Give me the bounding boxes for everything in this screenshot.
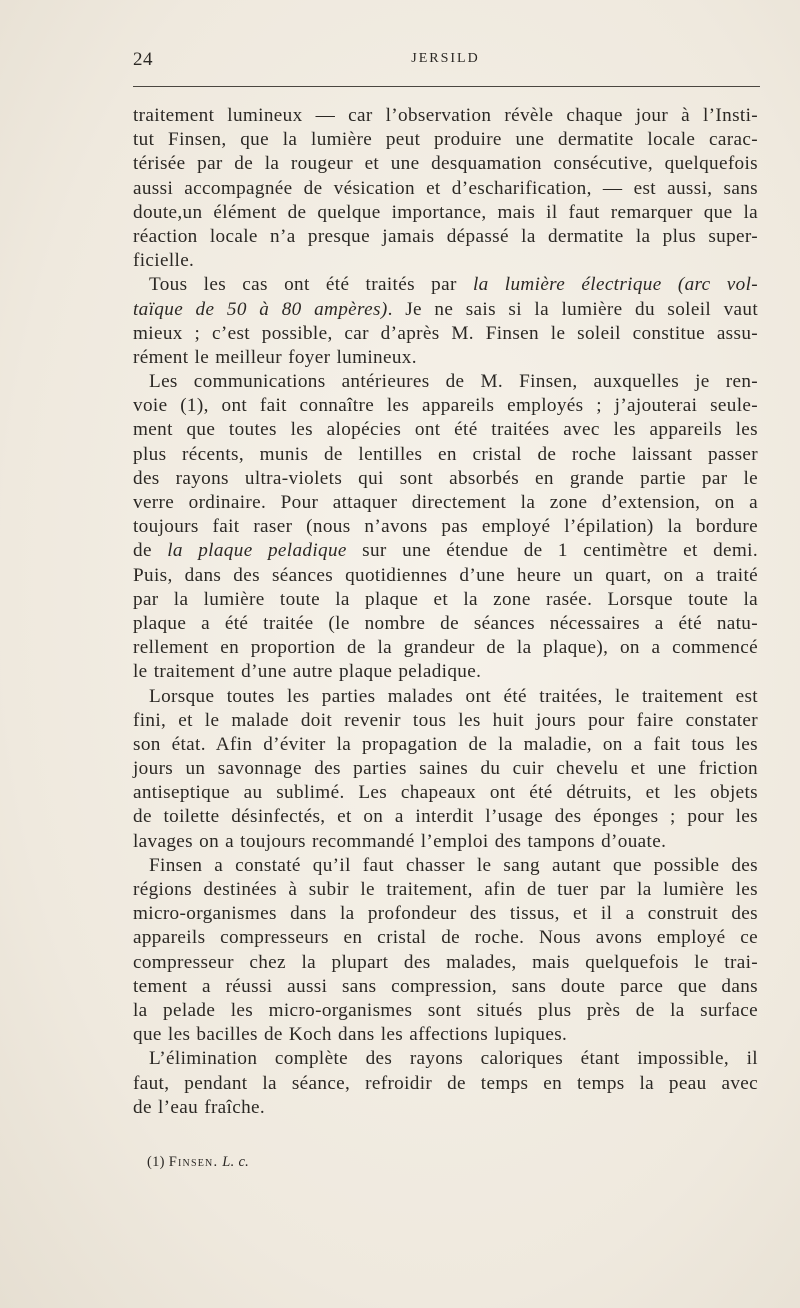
text-line: son état. Afin d’éviter la propagation de la maladie, on a fait tous les — [133, 733, 758, 755]
text-line: par la lumière toute la plaque et la zone rasée. Lorsque toute la — [133, 588, 758, 610]
text-segment: Tous les cas ont été traités par — [149, 274, 473, 296]
text-line: Finsen a constaté qu’il faut chasser le sang autant que possible des — [149, 854, 758, 876]
text-line: faut, pendant la séance, refroidir de temps en temps la peau avec — [133, 1072, 758, 1094]
text-line: lavages on a toujours recommandé l’emploi des tampons d’ouate. — [133, 830, 667, 852]
text-line: toujours fait raser (nous n’avons pas employé l’épilation) la bordure — [133, 516, 758, 538]
text-line: micro-organismes dans la profondeur des tissus, et il a construit des — [133, 903, 758, 925]
text-line: térisée par de la rougeur et une desquamation consécutive, quelquefois — [133, 153, 758, 175]
text-line: le traitement d’une autre plaque peladique. — [133, 661, 482, 683]
italic-text: taïque de 50 à 80 ampères) — [133, 298, 388, 320]
text-line — [133, 298, 758, 322]
text-line: de l’eau fraîche. — [133, 1096, 266, 1118]
text-line: plus récents, munis de lentilles en cristal de roche laissant passer — [133, 443, 758, 465]
text-line: fini, et le malade doit revenir tous les huit jours pour faire constater — [133, 709, 758, 731]
text-line: Les communications antérieures de M. Finsen, auxquelles je ren- — [149, 371, 758, 393]
text-line: jours un savonnage des parties saines du cuir chevelu et une friction — [133, 758, 758, 780]
text-line: doute,un élément de quelque importance, mais il faut remarquer que la — [133, 201, 758, 223]
footnote-author: Finsen. — [168, 1154, 219, 1170]
text-line: verre ordinaire. Pour attaquer directement la zone d’extension, on a — [133, 492, 758, 513]
text-line: tement a réussi aussi sans compression, sans doute parce que dans — [133, 975, 758, 997]
text-line: rément le meilleur foyer lumineux. — [133, 346, 417, 368]
text-line: tut Finsen, que la lumière peut produire une dermatite locale carac- — [133, 129, 758, 151]
text-line: plaque a été traitée (le nombre de séances nécessaires a été natu- — [133, 612, 758, 634]
footnote-number: (1) — [147, 1154, 165, 1170]
body-text — [133, 104, 758, 1120]
text-line: ment que toutes les alopécies ont été traitées avec les appareils les — [133, 419, 758, 441]
text-line: antiseptique au sublimé. Les chapeaux ont été détruits, et les objets — [133, 782, 758, 804]
text-line: la pelade les micro-organismes sont situés plus près de la surface — [133, 999, 758, 1021]
text-line: mieux ; c’est possible, car d’après M. Finsen le soleil constitue assu- — [133, 322, 758, 344]
text-line: régions destinées à subir le traitement, afin de tuer par la lumière les — [133, 879, 758, 900]
page-number: 24 — [133, 49, 153, 70]
text-line: aussi accompagnée de vésication et d’escharification, — est aussi, sans — [133, 177, 758, 199]
text-line: réaction locale n’a presque jamais dépassé la dermatite la plus super- — [133, 225, 758, 247]
text-line: des rayons ultra-violets qui sont absorbés en grande partie par le — [133, 467, 758, 489]
footnote-reference: L. c. — [222, 1154, 250, 1170]
text-segment: . Je ne sais si la lumière du soleil vaut — [387, 298, 759, 320]
footnote — [147, 1154, 249, 1171]
text-line: compresseur chez la plupart des malades, mais quelquefois le trai- — [133, 951, 758, 973]
text-line: appareils compresseurs en cristal de roche. Nous avons employé ce — [133, 927, 758, 949]
italic-text: la plaque peladique — [167, 540, 347, 562]
text-segment: sur une étendue de 1 centimètre et demi. — [346, 540, 758, 562]
text-line: de toilette désinfectés, et on a interdit l’usage des éponges ; pour les — [133, 806, 758, 828]
text-segment: de — [133, 540, 168, 562]
text-line: rellement en proportion de la grandeur de la plaque), on a commencé — [133, 637, 758, 659]
header-rule — [133, 86, 760, 87]
page-header — [133, 49, 758, 73]
text-line: Puis, dans des séances quotidiennes d’une heure un quart, on a traité — [133, 564, 758, 586]
text-line: voie (1), ont fait connaître les appareils employés ; j’ajouterai seule- — [133, 395, 758, 417]
text-line: traitement lumineux — car l’observation révèle chaque jour à l’Insti- — [133, 105, 758, 126]
running-title: JERSILD — [411, 51, 480, 66]
text-line: ficielle. — [133, 250, 195, 272]
text-line: L’élimination complète des rayons caloriques étant impossible, il — [149, 1048, 758, 1070]
text-line — [133, 539, 758, 563]
text-line: que les bacilles de Koch dans les affections lupiques. — [133, 1024, 568, 1046]
text-line — [133, 273, 758, 297]
italic-text: la lumière électrique (arc vol- — [472, 274, 758, 296]
text-line: Lorsque toutes les parties malades ont été traitées, le traitement est — [149, 685, 758, 707]
